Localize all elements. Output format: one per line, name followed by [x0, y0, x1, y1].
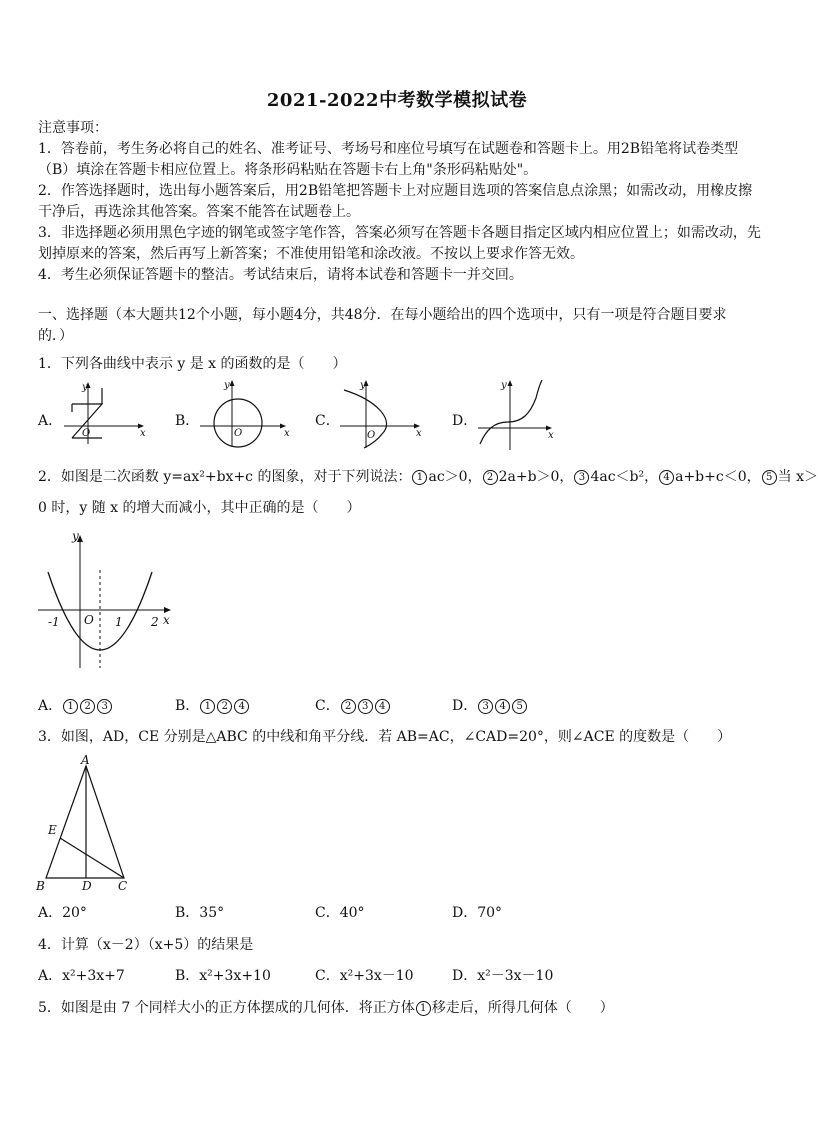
- q2-statement-number: 1: [412, 470, 427, 485]
- q2-statement-number: 5: [762, 470, 777, 485]
- q2-statement-4: a+b+c＜0，: [675, 469, 761, 485]
- q1-option-a-label: A．: [38, 413, 63, 429]
- notice-line: 3．非选择题必须用黑色字迹的钢笔或签字笔作答，答案必须写在答题卡各题目指定区域内相应位置上；如需改动，先: [38, 225, 761, 241]
- q4-option-d: D．x²－3x－10: [452, 968, 554, 984]
- q1-graph-c: [336, 376, 426, 450]
- q2-option-c: C． 2 3 4: [315, 696, 391, 716]
- notice-line: 划掉原来的答案，然后再写上新答案；不准使用铅笔和涂改液。不按以上要求作答无效。: [38, 246, 584, 262]
- q1-graph-a: [58, 378, 148, 448]
- q3-label-c: C: [118, 879, 128, 893]
- q3-option-a: A．20°: [38, 905, 87, 921]
- question-3-stem: 3．如图，AD，CE 分别是△ABC 的中线和角平分线．若 AB=AC，∠CAD=20°，则∠ACE 的度数是（ ）: [38, 729, 732, 745]
- notice-line: 干净后，再选涂其他答案。答案不能答在试题卷上。: [38, 204, 360, 220]
- q4-option-c: C．x²+3x－10: [315, 968, 414, 984]
- q2-tick-1: 1: [115, 615, 123, 629]
- q1-option-c-label: C．: [315, 413, 340, 429]
- q2-option-d: D． 3 4 5: [452, 696, 528, 716]
- notice-line: 1．答卷前，考生务必将自己的姓名、准考证号、考场号和座位号填写在试题卷和答题卡上。用2B铅笔将试卷类型: [38, 141, 739, 157]
- q2-stem-part: 2．如图是二次函数 y=ax²+bx+c 的图象，对于下列说法：: [38, 469, 412, 485]
- q1d-axis-y: y: [501, 380, 507, 391]
- notice-line: 4．考生必须保证答题卡的整洁。考试结束后，请将本试卷和答题卡一并交回。: [38, 267, 523, 283]
- q1-graph-d: [474, 374, 558, 452]
- q2-statement-number: 4: [659, 470, 674, 485]
- q2-axis-x: x: [163, 613, 170, 627]
- page-title: 2021-2022中考数学模拟试卷: [266, 90, 528, 111]
- q2-tick-minus-1: -1: [48, 615, 60, 629]
- question-4-stem: 4．计算（x－2）（x+5）的结果是: [38, 937, 254, 953]
- q4-option-b: B．x²+3x+10: [175, 968, 271, 984]
- q1a-axis-y: y: [82, 382, 88, 393]
- question-5-stem: 5．如图是由 7 个同样大小的正方体摆成的几何体．将正方体 1 移走后，所得几何体（ ）: [38, 1000, 614, 1016]
- q1-option-b-label: B．: [175, 413, 200, 429]
- q1b-axis-y: y: [224, 380, 230, 391]
- q1c-origin: O: [367, 430, 376, 441]
- q1-graph-b: [196, 378, 291, 448]
- section-heading: 一、选择题（本大题共12个小题，每小题4分，共48分．在每小题给出的四个选项中，只有一项是符合题目要求: [38, 307, 727, 323]
- q2-statement-3: 4ac＜b²，: [590, 469, 659, 485]
- q1a-axis-x: x: [140, 428, 146, 439]
- notice-line: 2．作答选择题时，选出每小题答案后，用2B铅笔把答题卡上对应题目选项的答案信息点涂黑；如需改动，用橡皮擦: [38, 183, 753, 199]
- question-2-stem-cont: 0 时，y 随 x 的增大而减小，其中正确的是（ ）: [38, 500, 361, 516]
- section-heading-cont: 的．）: [38, 328, 73, 344]
- q1b-origin: O: [234, 428, 243, 439]
- q3-option-d: D．70°: [452, 905, 503, 921]
- q3-triangle-figure: [34, 752, 144, 894]
- q2-statement-number: 2: [483, 470, 498, 485]
- q3-option-c: C．40°: [315, 905, 365, 921]
- q1c-axis-x: x: [416, 428, 422, 439]
- q4-option-a: A．x²+3x+7: [38, 968, 125, 984]
- q2-axis-y: y: [72, 529, 79, 543]
- q2-statement-5: 当 x＞: [777, 469, 818, 485]
- q2-statement-2: 2a+b＞0，: [498, 469, 574, 485]
- notice-line: （B）填涂在答题卡相应位置上。将条形码粘贴在答题卡右上角"条形码粘贴处"。: [38, 162, 538, 178]
- q1a-origin: O: [82, 428, 91, 439]
- q2-option-b: B． 1 2 4: [175, 696, 250, 716]
- q5-cube-number: 1: [416, 1001, 431, 1016]
- q2-parabola-graph: [36, 528, 181, 670]
- question-2-stem: [38, 467, 818, 487]
- q3-option-b: B．35°: [175, 905, 225, 921]
- q2-statement-1: ac＞0，: [428, 469, 482, 485]
- q3-label-b: B: [36, 879, 45, 893]
- q1-option-d-label: D．: [452, 413, 478, 429]
- q1d-axis-x: x: [548, 430, 554, 441]
- notice-heading: 注意事项：: [38, 120, 108, 136]
- q3-label-d: D: [82, 879, 92, 893]
- q2-statement-number: 3: [574, 470, 589, 485]
- q3-label-a: A: [81, 753, 90, 767]
- question-1-stem: 1．下列各曲线中表示 y 是 x 的函数的是（ ）: [38, 356, 347, 372]
- q1c-axis-y: y: [360, 380, 366, 391]
- q2-tick-2: 2: [151, 615, 159, 629]
- q1b-axis-x: x: [284, 428, 290, 439]
- q2-origin: O: [84, 613, 94, 627]
- q2-option-a: A． 1 2 3: [38, 696, 113, 716]
- q3-label-e: E: [48, 823, 57, 837]
